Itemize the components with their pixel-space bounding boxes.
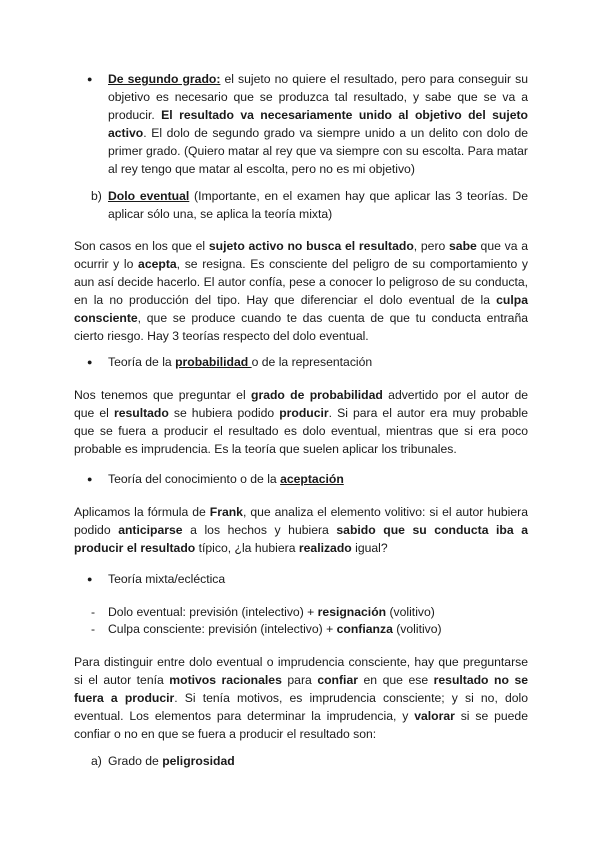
culpa-consciente-formula: Culpa consciente: previsión (intelectivo) + confianza (volitivo) bbox=[108, 622, 442, 636]
dolo-eventual-paragraph: Son casos en los que el sujeto activo no busca el resultado, pero sabe que va a ocurrir y lo acepta, se resigna. Es consciente del peligro de su comportamiento y aun así decide hacerlo. El autor confía, pese a conocer lo peligroso de su conducta, en la no producción del tipo. Hay que diferenciar el dolo eventual de la culpa consciente, que se produce cuando te das cuenta de que tu conducta entraña cierto riesgo. Hay 3 teorías respecto del dolo eventual. bbox=[74, 239, 528, 343]
teoria-probabilidad-heading: Teoría de la probabilidad o de la representación bbox=[108, 355, 373, 369]
aceptacion-paragraph: Aplicamos la fórmula de Frank, que analiza el elemento volitivo: si el autor hubiera podido anticiparse a los hechos y hubiera sabido que su conducta iba a producir el resultado típico, ¿la hubiera realizado igual? bbox=[74, 505, 529, 555]
bullet-marker: ● bbox=[87, 574, 93, 584]
bullet-marker: ● bbox=[87, 74, 93, 84]
probabilidad-paragraph: Nos tenemos que preguntar el grado de probabilidad advertido por el autor de que el resultado se hubiera podido producir. Si para el autor era muy probable que se fuera a producir el resultado es dolo eventual, mientras que si era poco probable es imprudencia. Es la teoría que suelen aplicar los tribunales. bbox=[74, 388, 529, 456]
distinguir-paragraph: Para distinguir entre dolo eventual o imprudencia consciente, hay que preguntarse si el autor tenía motivos racionales para confiar en que ese resultado no se fuera a producir. Si tenía motivos, es imprudencia consciente; y si no, dolo eventual. Los elementos para determinar la imprudencia, y valorar si se puede confiar o no en que se fuera a producir el resultado son: bbox=[74, 655, 529, 741]
teoria-aceptacion-heading: Teoría del conocimiento o de la aceptación bbox=[108, 472, 344, 486]
dolo-eventual-heading: Dolo eventual (Importante, en el examen hay que aplicar las 3 teorías. De aplicar sólo una, se aplica la teoría mixta) bbox=[108, 189, 528, 221]
list-label-a: a) bbox=[91, 754, 102, 768]
bullet-marker: ● bbox=[87, 357, 93, 367]
segundo-grado-paragraph: De segundo grado: el sujeto no quiere el resultado, pero para conseguir su objetivo es necesario que se produzca tal resultado, y sabe que se va a producir. El resultado va necesariamente unido al objetivo del sujeto activo. El dolo de segundo grado va siempre unido a un delito con dolo de primer grado. (Quiero matar al rey que va siempre con su escolta. Para matar al rey tengo que matar al escolta, pero no es mi objetivo) bbox=[108, 72, 528, 176]
segundo-grado-heading: De segundo grado: bbox=[108, 72, 221, 86]
dash-marker: - bbox=[91, 605, 96, 619]
list-label-b: b) bbox=[91, 189, 102, 203]
bullet-marker: ● bbox=[87, 474, 93, 484]
dash-marker: - bbox=[91, 622, 96, 636]
teoria-mixta-heading: Teoría mixta/ecléctica bbox=[108, 572, 226, 586]
dolo-eventual-formula: Dolo eventual: previsión (intelectivo) + resignación (volitivo) bbox=[108, 605, 435, 619]
grado-peligrosidad-heading: Grado de peligrosidad bbox=[108, 754, 235, 768]
